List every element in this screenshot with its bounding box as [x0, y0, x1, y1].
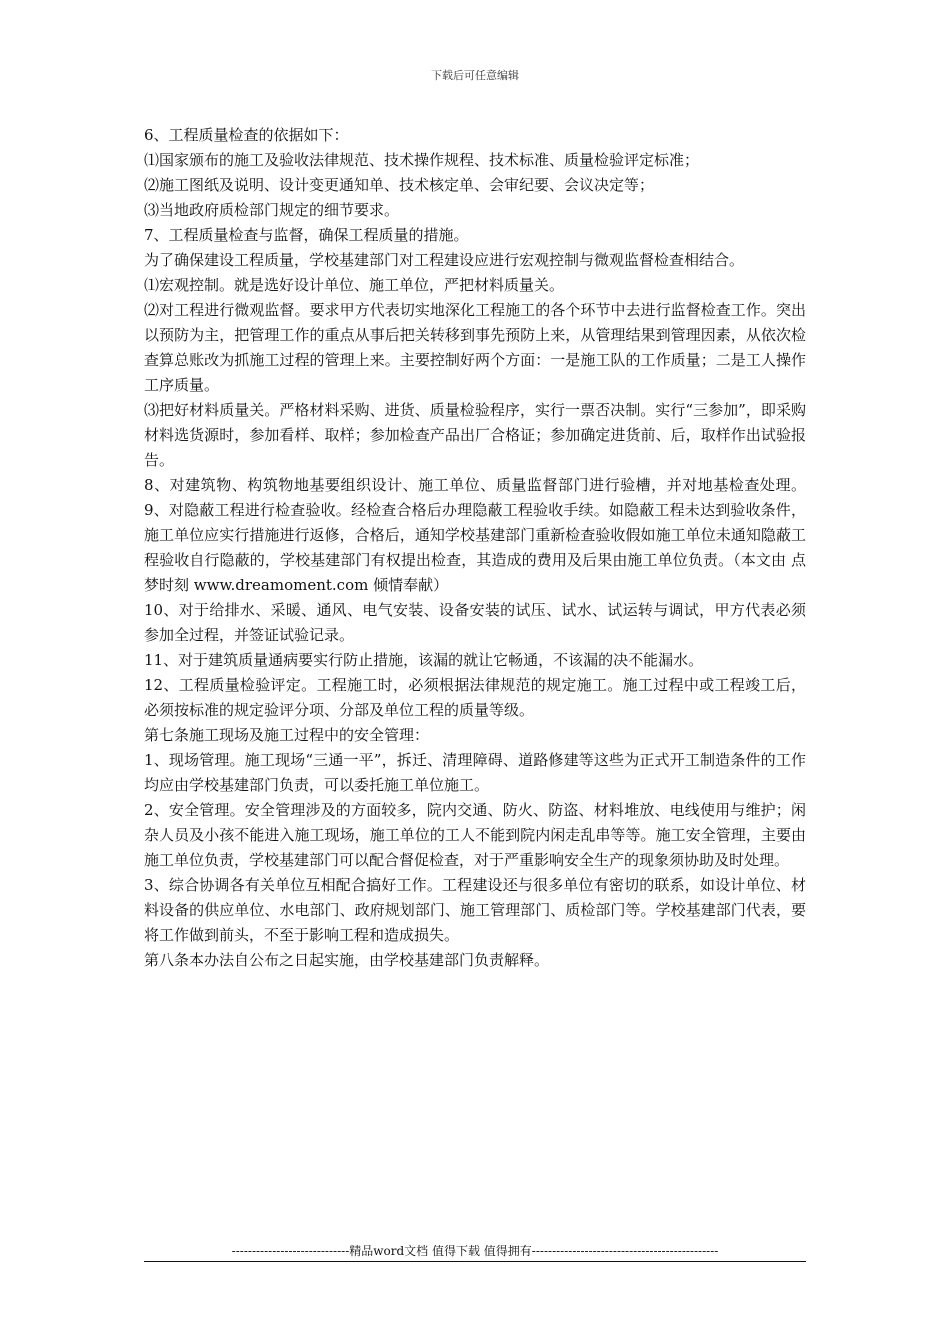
paragraph: ⑴国家颁布的施工及验收法律规范、技术操作规程、技术标准、质量检验评定标准；	[144, 151, 700, 169]
footer-rule	[144, 1261, 806, 1262]
paragraph: 2、安全管理。安全管理涉及的方面较多，院内交通、防火、防盗、材料堆放、电线使用与维护；闲杂人员及小孩不能进入施工现场，施工单位的工人不能到院内闲走乱串等等。施工安全管理，主要由施工单位负责，学校基建部门可以配合督促检查，对于严重影响安全生产的现象须协助及时处理。	[144, 801, 806, 869]
paragraph: 1、现场管理。施工现场“三通一平”，拆迁、清理障碍、道路修建等这些为正式开工制造条件的工作均应由学校基建部门负责，可以委托施工单位施工。	[144, 751, 806, 794]
section-heading: 第七条施工现场及施工过程中的安全管理：	[144, 726, 430, 744]
paragraph: ⑵施工图纸及说明、设计变更通知单、技术核定单、会审纪要、会议决定等；	[144, 176, 655, 194]
page-footer	[144, 1243, 806, 1262]
paragraph: ⑴宏观控制。就是选好设计单位、施工单位，严把材料质量关。	[144, 276, 565, 294]
paragraph: ⑶把好材料质量关。严格材料采购、进货、质量检验程序，实行一票否决制。实行“三参加”，即采购材料选货源时，参加看样、取样；参加检查产品出厂合格证；参加确定进货前、后，取样作出试验报告。	[144, 401, 806, 469]
paragraph: 11、对于建筑质量通病要实行防止措施，该漏的就让它畅通，不该漏的决不能漏水。	[144, 651, 704, 669]
section-heading: 第八条本办法自公布之日起实施，由学校基建部门负责解释。	[144, 951, 550, 969]
paragraph: 7、工程质量检查与监督，确保工程质量的措施。	[144, 226, 469, 244]
paragraph: 3、综合协调各有关单位互相配合搞好工作。工程建设还与很多单位有密切的联系，如设计单位、材料设备的供应单位、水电部门、政府规划部门、施工管理部门、质检部门等。学校基建部门代表，要将工作做到前头，不至于影响工程和造成损失。	[144, 876, 806, 944]
paragraph: 6、工程质量检查的依据如下：	[144, 126, 349, 144]
paragraph: 10、对于给排水、采暖、通风、电气安装、设备安装的试压、试水、试运转与调试，甲方代表必须参加全过程，并签证试验记录。	[144, 601, 806, 644]
paragraph: ⑵对工程进行微观监督。要求甲方代表切实地深化工程施工的各个环节中去进行监督检查工作。突出以预防为主，把管理工作的重点从事后把关转移到事先预防上来，从管理结果到管理因素，从依次检查算总账改为抓施工过程的管理上来。主要控制好两个方面：一是施工队的工作质量；二是工人操作工序质量。	[144, 301, 806, 394]
document-body	[144, 123, 806, 973]
paragraph: 为了确保建设工程质量，学校基建部门对工程建设应进行宏观控制与微观监督检查相结合。	[144, 251, 745, 269]
footer-note: -----------------------------精品word文档 值得下载 值得拥有----------------------------------------------	[231, 1244, 719, 1258]
paragraph: 12、工程质量检验评定。工程施工时，必须根据法律规范的规定施工。施工过程中或工程竣工后，必须按标准的规定验评分项、分部及单位工程的质量等级。	[144, 676, 806, 719]
paragraph: 8、对建筑物、构筑物地基要组织设计、施工单位、质量监督部门进行验槽，并对地基检查处理。9、对隐蔽工程进行检查验收。经检查合格后办理隐蔽工程验收手续。如隐蔽工程未达到验收条件，施工单位应实行措施进行返修，合格后，通知学校基建部门重新检查验收假如施工单位未通知隐蔽工程验收自行隐蔽的，学校基建部门有权提出检查，其造成的费用及后果由施工单位负责。（本文由 点梦时刻 www.dreamoment.com 倾情奉献）	[144, 476, 806, 594]
header-note: 下载后可任意编辑	[431, 69, 519, 82]
paragraph: ⑶当地政府质检部门规定的细节要求。	[144, 201, 400, 219]
